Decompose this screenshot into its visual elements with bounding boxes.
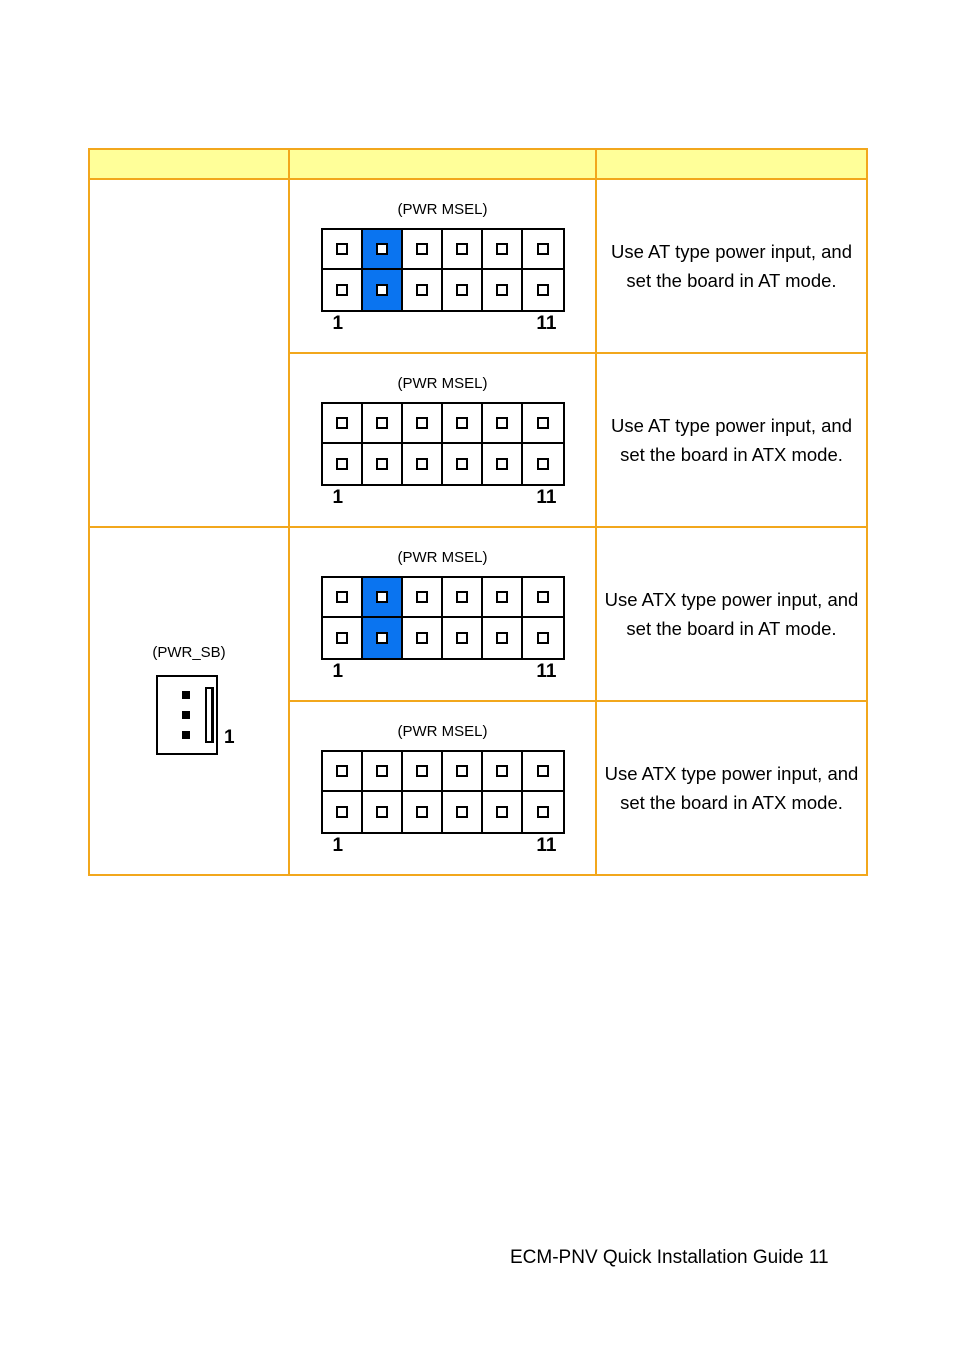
jumper-header-label: (PWR MSEL) — [397, 374, 488, 392]
jumper-pin — [443, 618, 483, 658]
jumper-pin — [403, 444, 443, 484]
pin-square-icon — [537, 458, 549, 470]
pin-number-start: 1 — [332, 486, 344, 508]
pin-square-icon — [496, 458, 508, 470]
pin-square-icon — [336, 806, 348, 818]
pin-numbers — [321, 834, 565, 856]
jumper-pin-header — [321, 750, 565, 834]
pin-square-icon — [456, 632, 468, 644]
pin-square-icon — [336, 417, 348, 429]
jumper-pin — [403, 792, 443, 832]
jumper-pin — [363, 752, 403, 792]
pin-square-icon — [496, 243, 508, 255]
jumper-pin-header — [321, 576, 565, 660]
pin-square-icon — [416, 458, 428, 470]
pin-square-icon — [416, 284, 428, 296]
pin-square-icon — [416, 765, 428, 777]
pin-square-icon — [376, 284, 388, 296]
pin-square-icon — [416, 591, 428, 603]
connector-latch — [205, 687, 214, 743]
pin-number-start: 1 — [332, 834, 344, 856]
pin-square-icon — [537, 632, 549, 644]
jumper-pin — [523, 230, 563, 270]
jumper-pin — [403, 618, 443, 658]
pin-square-icon — [416, 243, 428, 255]
pin-square-icon — [416, 417, 428, 429]
jumper-settings-table — [88, 148, 868, 876]
pin-square-icon — [537, 806, 549, 818]
jumper-pin — [403, 404, 443, 444]
pin-square-icon — [416, 632, 428, 644]
jumper-pin — [323, 230, 363, 270]
jumper-pin — [363, 792, 403, 832]
pin-square-icon — [336, 591, 348, 603]
header-cell — [289, 149, 596, 179]
jumper-pin — [523, 618, 563, 658]
jumper-pin — [443, 752, 483, 792]
jumper-pin — [483, 618, 523, 658]
pin-number-start: 1 — [332, 660, 344, 682]
connector-pin — [182, 691, 190, 699]
pin-square-icon — [376, 417, 388, 429]
pin-square-icon — [496, 284, 508, 296]
jumper-pin-header — [321, 228, 565, 312]
jumper-pin — [523, 404, 563, 444]
pin-square-icon — [537, 284, 549, 296]
jumper-pin — [323, 792, 363, 832]
setting-description: Use AT type power input, and set the board in AT mode. — [596, 179, 867, 353]
jumper-pin — [323, 404, 363, 444]
pin-square-icon — [336, 458, 348, 470]
table-header-row — [89, 149, 867, 179]
connector-pin — [182, 731, 190, 739]
pin-square-icon — [376, 591, 388, 603]
jumper-pin — [323, 578, 363, 618]
jumper-pin — [483, 404, 523, 444]
jumper-pin — [403, 578, 443, 618]
pin-square-icon — [537, 591, 549, 603]
pin-numbers — [321, 660, 565, 682]
jumper-diagram-cell — [289, 701, 596, 875]
pin-square-icon — [416, 806, 428, 818]
pwr-sb-label: (PWR_SB) — [152, 643, 226, 661]
jumper-pin — [483, 752, 523, 792]
pin-numbers — [321, 312, 565, 334]
pin-square-icon — [336, 284, 348, 296]
jumper-pin — [443, 578, 483, 618]
jumper-pin — [523, 270, 563, 310]
pin-number-end: 11 — [536, 834, 557, 856]
jumper-header-label: (PWR MSEL) — [397, 722, 488, 740]
jumper-pin — [443, 230, 483, 270]
jumper-pin — [443, 792, 483, 832]
jumper-pin — [323, 444, 363, 484]
pin-one-marker: 1 — [224, 726, 235, 748]
pin-square-icon — [456, 284, 468, 296]
pin-square-icon — [376, 806, 388, 818]
jumper-pin — [443, 444, 483, 484]
table-row — [89, 179, 867, 353]
pin-square-icon — [496, 806, 508, 818]
page-footer: ECM-PNV Quick Installation Guide 11 — [510, 1247, 829, 1268]
jumper-diagram-cell — [289, 353, 596, 527]
pin-number-end: 11 — [536, 660, 557, 682]
pin-square-icon — [376, 632, 388, 644]
jumper-pin — [483, 270, 523, 310]
jumper-pin — [523, 792, 563, 832]
pin-square-icon — [336, 765, 348, 777]
pin-square-icon — [456, 765, 468, 777]
jumper-pin — [443, 404, 483, 444]
pin-square-icon — [336, 243, 348, 255]
pin-number-start: 1 — [332, 312, 344, 334]
connector-pin — [182, 711, 190, 719]
jumper-diagram-cell — [289, 527, 596, 701]
jumper-pin — [403, 752, 443, 792]
power-input-cell-atx — [89, 527, 289, 875]
table-row — [89, 527, 867, 701]
jumper-pin-shorted — [363, 230, 403, 270]
setting-description: Use AT type power input, and set the board in ATX mode. — [596, 353, 867, 527]
jumper-pin — [523, 444, 563, 484]
pin-square-icon — [376, 765, 388, 777]
jumper-pin — [323, 618, 363, 658]
jumper-pin-shorted — [363, 270, 403, 310]
jumper-pin-shorted — [363, 618, 403, 658]
pin-square-icon — [456, 243, 468, 255]
jumper-pin — [323, 270, 363, 310]
pin-square-icon — [376, 458, 388, 470]
pin-numbers — [321, 486, 565, 508]
jumper-pin — [483, 792, 523, 832]
pin-square-icon — [496, 591, 508, 603]
jumper-diagram-cell — [289, 179, 596, 353]
pin-square-icon — [456, 591, 468, 603]
pin-square-icon — [456, 458, 468, 470]
pwr-sb-connector — [90, 644, 288, 759]
pwr-sb-connector-icon — [156, 675, 235, 759]
jumper-pin — [363, 444, 403, 484]
jumper-pin — [523, 578, 563, 618]
jumper-pin — [483, 230, 523, 270]
header-cell — [89, 149, 289, 179]
jumper-header-label: (PWR MSEL) — [397, 548, 488, 566]
jumper-pin — [483, 578, 523, 618]
pin-square-icon — [376, 243, 388, 255]
power-input-cell-at — [89, 179, 289, 527]
pin-square-icon — [456, 806, 468, 818]
setting-description: Use ATX type power input, and set the board in ATX mode. — [596, 701, 867, 875]
jumper-pin-header — [321, 402, 565, 486]
pin-square-icon — [456, 417, 468, 429]
jumper-header-label: (PWR MSEL) — [397, 200, 488, 218]
jumper-pin — [323, 752, 363, 792]
pin-square-icon — [537, 417, 549, 429]
pin-square-icon — [537, 243, 549, 255]
header-cell — [596, 149, 867, 179]
jumper-pin — [483, 444, 523, 484]
pin-number-end: 11 — [536, 486, 557, 508]
pin-square-icon — [336, 632, 348, 644]
pin-square-icon — [496, 632, 508, 644]
pin-square-icon — [496, 417, 508, 429]
pin-number-end: 11 — [536, 312, 557, 334]
pin-square-icon — [496, 765, 508, 777]
jumper-pin-shorted — [363, 578, 403, 618]
setting-description: Use ATX type power input, and set the board in AT mode. — [596, 527, 867, 701]
jumper-pin — [443, 270, 483, 310]
pin-square-icon — [537, 765, 549, 777]
jumper-pin — [403, 270, 443, 310]
jumper-pin — [363, 404, 403, 444]
jumper-pin — [403, 230, 443, 270]
jumper-pin — [523, 752, 563, 792]
